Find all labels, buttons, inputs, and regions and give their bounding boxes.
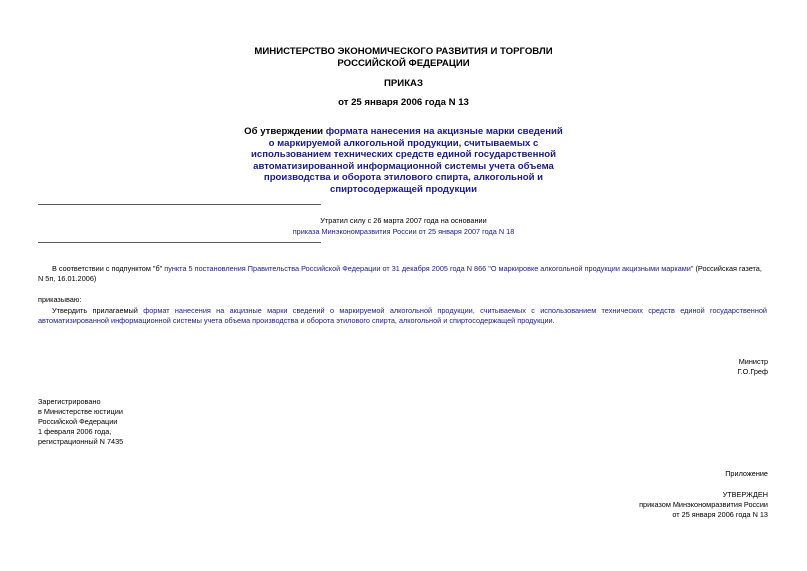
appendix-by-order: приказом Минэкономразвития России <box>639 500 768 509</box>
appendix-order-date: от 25 января 2006 года N 13 <box>672 510 768 519</box>
signature-name: Г.О.Греф <box>737 367 768 376</box>
approve-start: Утвердить прилагаемый <box>52 306 144 315</box>
document-date: от 25 января 2006 года N 13 <box>338 97 469 108</box>
title-link-line-6[interactable]: спиртосодержащей продукции <box>330 183 477 195</box>
title-link-line-4[interactable]: автоматизированной информационной системы учета объема <box>253 160 554 172</box>
status-link-wrapper <box>0 227 807 237</box>
preamble-link[interactable]: пункта 5 постановления Правительства Российской Федерации от 31 декабря 2005 года N 866 "О маркировке алкогольной продукции акцизными марками" <box>164 264 694 273</box>
status-link[interactable]: приказа Минэкономразвития России от 25 января 2007 года N 18 <box>292 227 515 236</box>
signature-block <box>568 357 768 377</box>
preamble-end: (Российская газета, N 5п, 16.01.2006) <box>38 264 762 283</box>
divider-bottom <box>38 242 321 243</box>
approve-paragraph <box>38 306 767 326</box>
appendix-label: Приложение <box>725 469 768 478</box>
approve-end: . <box>552 316 555 325</box>
title-link-line-3[interactable]: использованием технических средств единой государственной <box>251 149 556 160</box>
ministry-line-2: РОССИЙСКОЙ ФЕДЕРАЦИИ <box>337 57 470 69</box>
registration-line-5: регистрационный N 7435 <box>38 437 124 446</box>
approve-link[interactable]: формат нанесения на акцизные марки сведений о маркируемой алкогольной продукции, считываемых с использованием технических средств единой государственной автоматизированной информационной системы учета объема производства и оборота этилового спирта, алкогольной и спиртосодержащей продукции <box>38 306 767 325</box>
registration-line-4: 1 февраля 2006 года, <box>38 427 112 436</box>
registration-line-3: Российской Федерации <box>38 417 118 426</box>
status-line: Утратил силу с 26 марта 2007 года на основании <box>320 216 487 225</box>
ministry-line-1: МИНИСТЕРСТВО ЭКОНОМИЧЕСКОГО РАЗВИТИЯ И ТОРГОВЛИ <box>254 46 553 57</box>
preamble-start: В соответствии с подпунктом "б" <box>52 264 165 273</box>
document-type: ПРИКАЗ <box>384 78 423 89</box>
preamble-paragraph <box>38 264 767 284</box>
appendix-approval-block <box>468 490 768 520</box>
document-title <box>0 126 807 195</box>
title-link-line-2[interactable]: о маркируемой алкогольной продукции, считываемых с <box>268 137 539 149</box>
title-link-line-1[interactable]: формата нанесения на акцизные марки сведений <box>325 126 563 137</box>
order-word: приказываю: <box>38 295 82 304</box>
divider-top <box>38 204 321 205</box>
title-link-line-5[interactable]: производства и оборота этилового спирта, алкогольной и <box>263 172 544 183</box>
title-prefix: Об утверждении <box>244 126 326 137</box>
signature-position: Министр <box>738 357 768 366</box>
ministry-heading <box>0 46 807 69</box>
registration-line-1: Зарегистрировано <box>38 397 101 406</box>
registration-line-2: в Министерстве юстиции <box>38 407 123 416</box>
registration-block <box>38 397 123 447</box>
appendix-approved: УТВЕРЖДЕН <box>722 490 768 499</box>
